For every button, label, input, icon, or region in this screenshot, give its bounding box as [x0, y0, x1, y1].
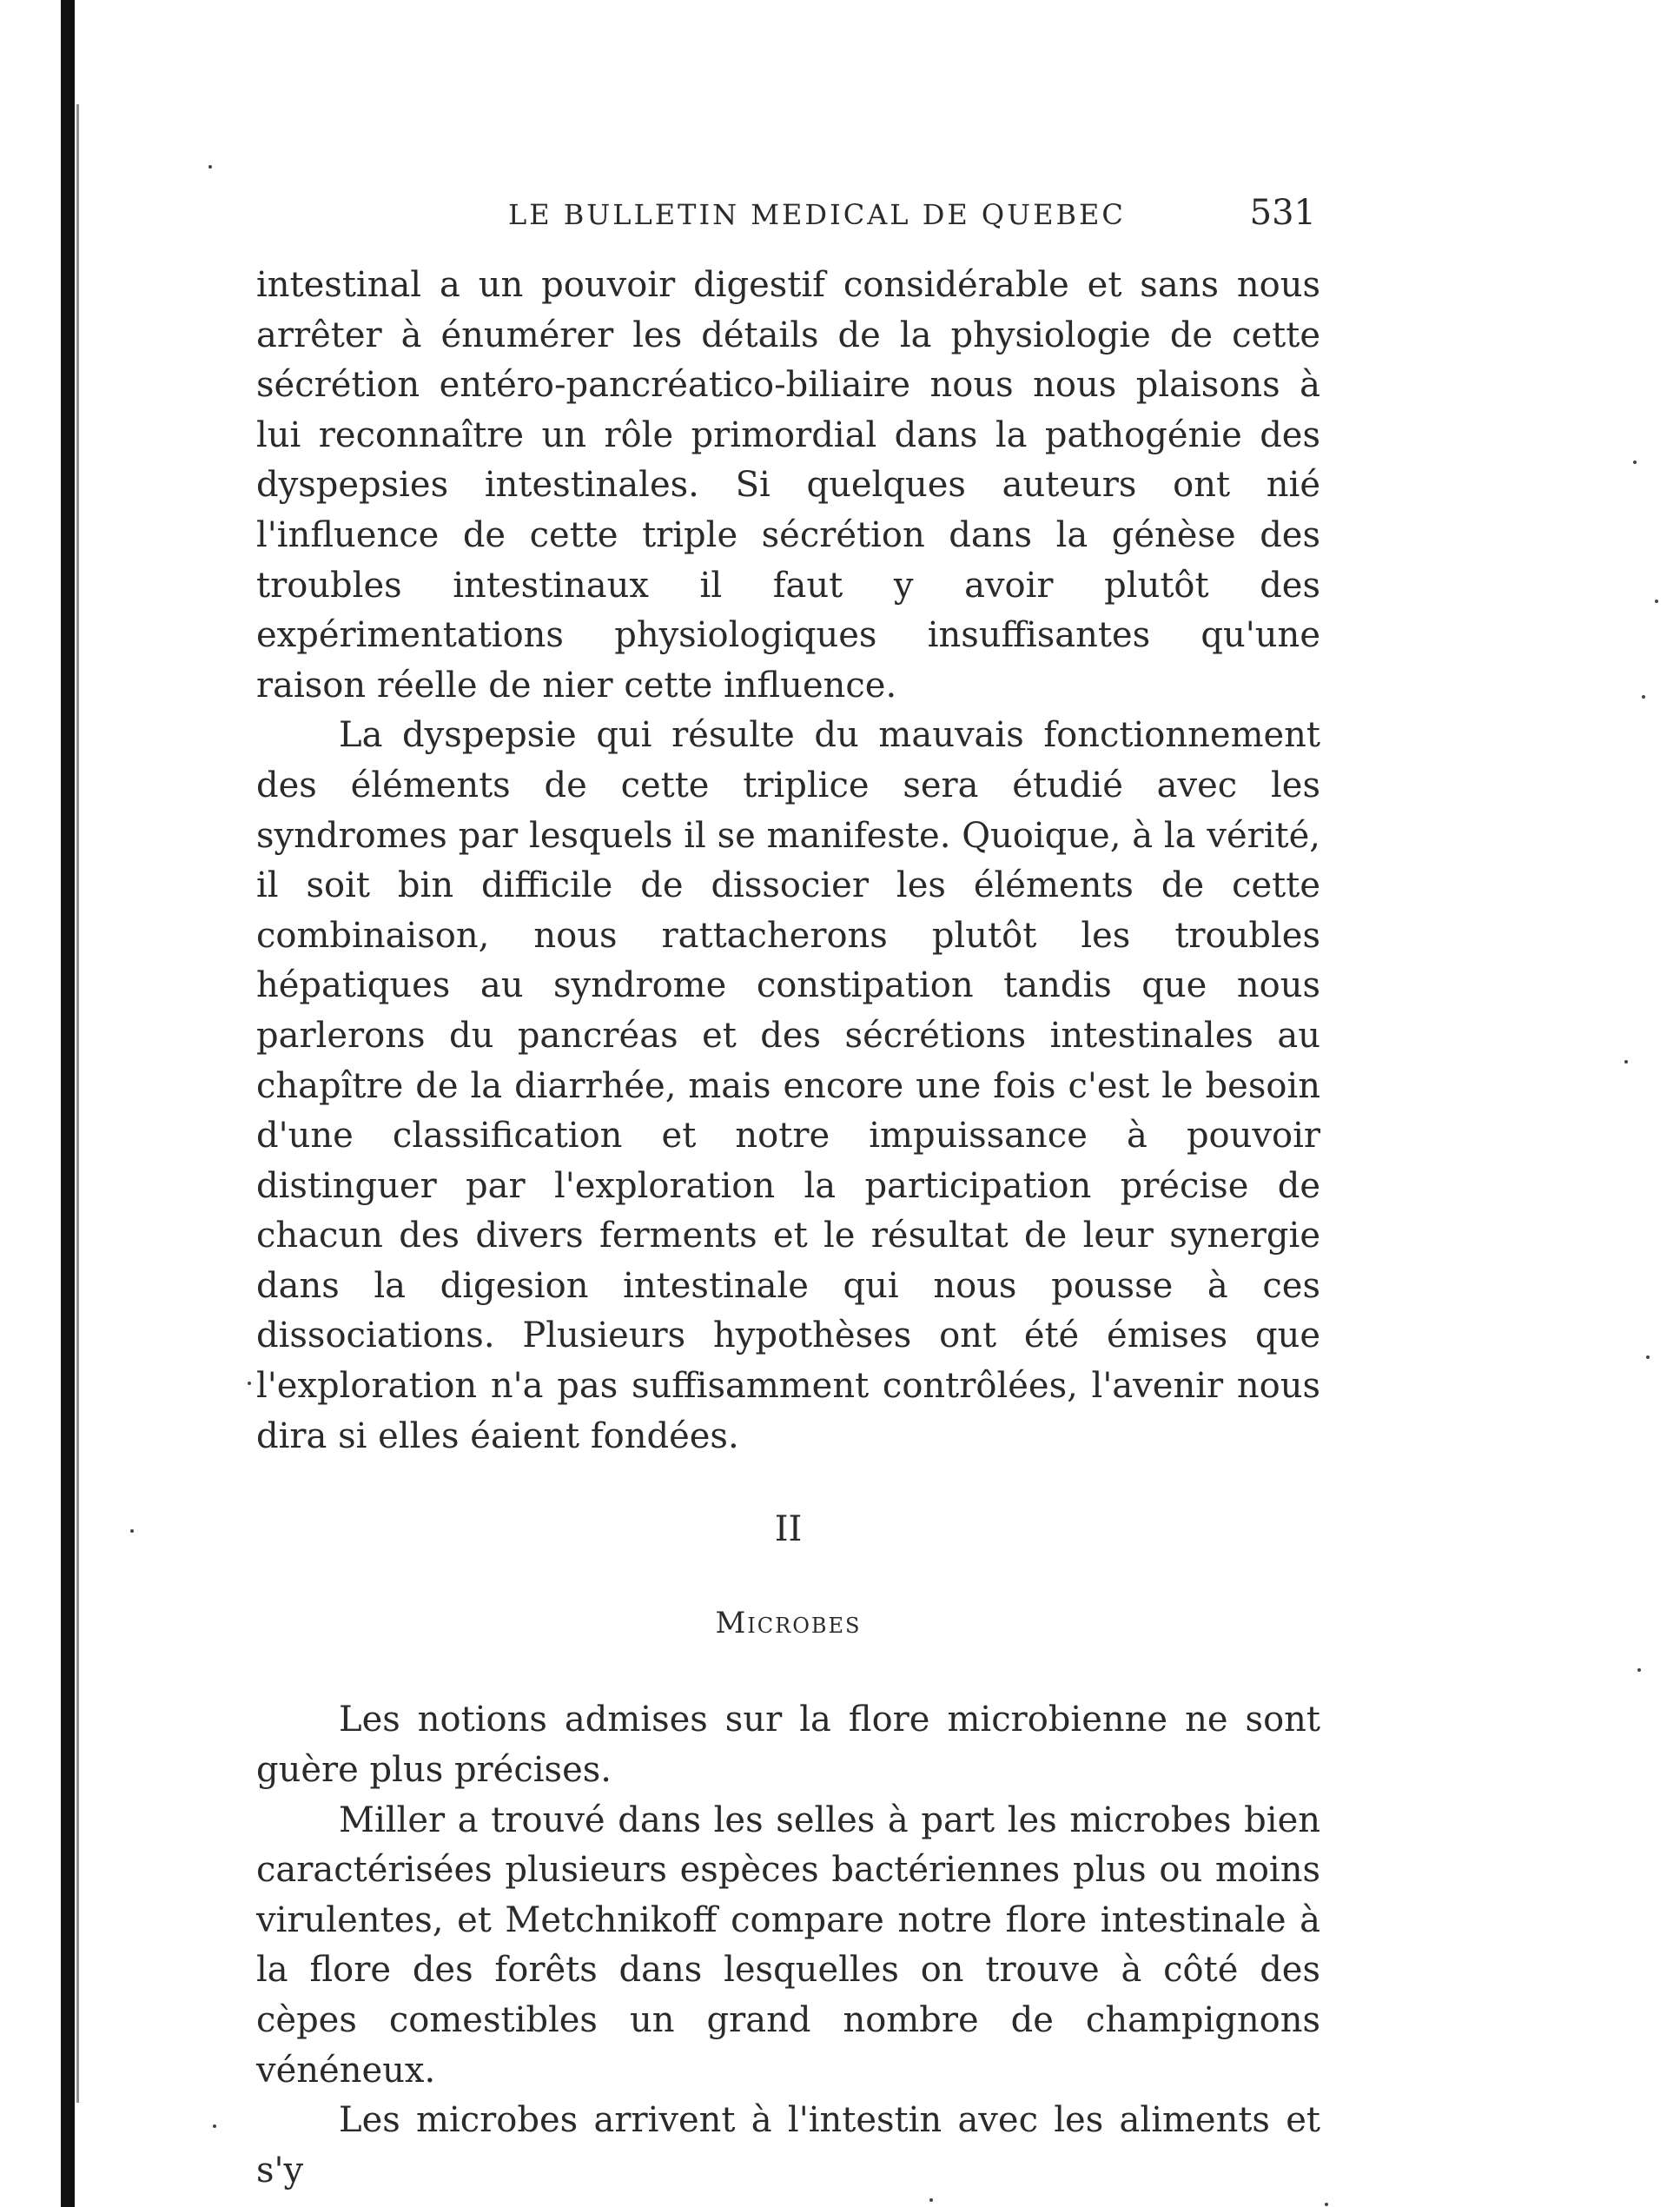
- paragraph: Les notions admises sur la flore microbienne ne sont guère plus précises.: [256, 1700, 1320, 1791]
- page-header: [256, 193, 1325, 245]
- section-title: Microbes: [715, 1605, 862, 1640]
- scan-speck: [1633, 461, 1637, 464]
- book-spine-shadow: [61, 0, 75, 2207]
- scan-speck: [1624, 1060, 1628, 1064]
- scan-speck: [130, 1529, 134, 1533]
- paragraph: intestinal a un pouvoir digestif considérable et sans nous arrêter à énumérer les détails de la physiologie de cette sécrétion entéro-pancréatico-biliaire nous nous plaisons à lui reconnaître un rôle primordial dans la pathogénie des dyspepsies intestinales. Si quelques auteurs ont nié l'influence de cette triple sécrétion dans la génèse des troubles intestinaux il faut y avoir plutôt des expérimentations physiologiques insuffisantes qu'une raison réelle de nier cette influence.: [256, 265, 1320, 706]
- paragraph: Miller a trouvé dans les selles à part les microbes bien caractérisées plusieurs espèces bactériennes plus ou moins virulentes, et Metchnikoff compare notre flore intestinale à la flore des forêts dans lesquelles on trouve à côté des cèpes comestibles un grand nombre de champignons vénéneux.: [256, 1799, 1320, 2091]
- scan-speck: [929, 2198, 933, 2202]
- paragraph: Les microbes arrivent à l'intestin avec les aliments et s'y: [256, 2100, 1320, 2190]
- page-body: [256, 261, 1320, 2196]
- scan-speck: [1642, 695, 1645, 699]
- scan-speck: [208, 165, 212, 169]
- scan-speck: [213, 2124, 216, 2128]
- spine-edge: [76, 104, 79, 2103]
- running-title: LE BULLETIN MEDICAL DE QUEBEC: [508, 198, 1126, 231]
- paragraph: La dyspepsie qui résulte du mauvais fonctionnement des éléments de cette triplice sera étudié avec les syndromes par lesquels il se manifeste. Quoique, à la vérité, il soit bin difficile de dissocier les éléments de cette combinaison, nous rattacherons plutôt les troubles hépatiques au syndrome constipation tandis que nous parlerons du pancréas et des sécrétions intestinales au chapître de la diarrhée, mais encore une fois c'est le besoin d'une classification et notre impuissance à pouvoir distinguer par l'exploration la participation précise de chacun des divers ferments et le résultat de leur synergie dans la digesion intestinale qui nous pousse à ces dissociations. Plusieurs hypothèses ont été émises que l'exploration n'a pas suffisamment contrôlées, l'avenir nous dira si elles éaient fondées.: [256, 715, 1320, 1456]
- scan-speck: [1325, 2203, 1328, 2206]
- scan-speck: [1646, 1355, 1650, 1359]
- page-number: 531: [1249, 193, 1316, 233]
- scan-speck: [1655, 600, 1658, 603]
- scan-speck: [1637, 1668, 1641, 1672]
- scan-speck: [248, 1382, 251, 1385]
- section-number: II: [774, 1509, 803, 1550]
